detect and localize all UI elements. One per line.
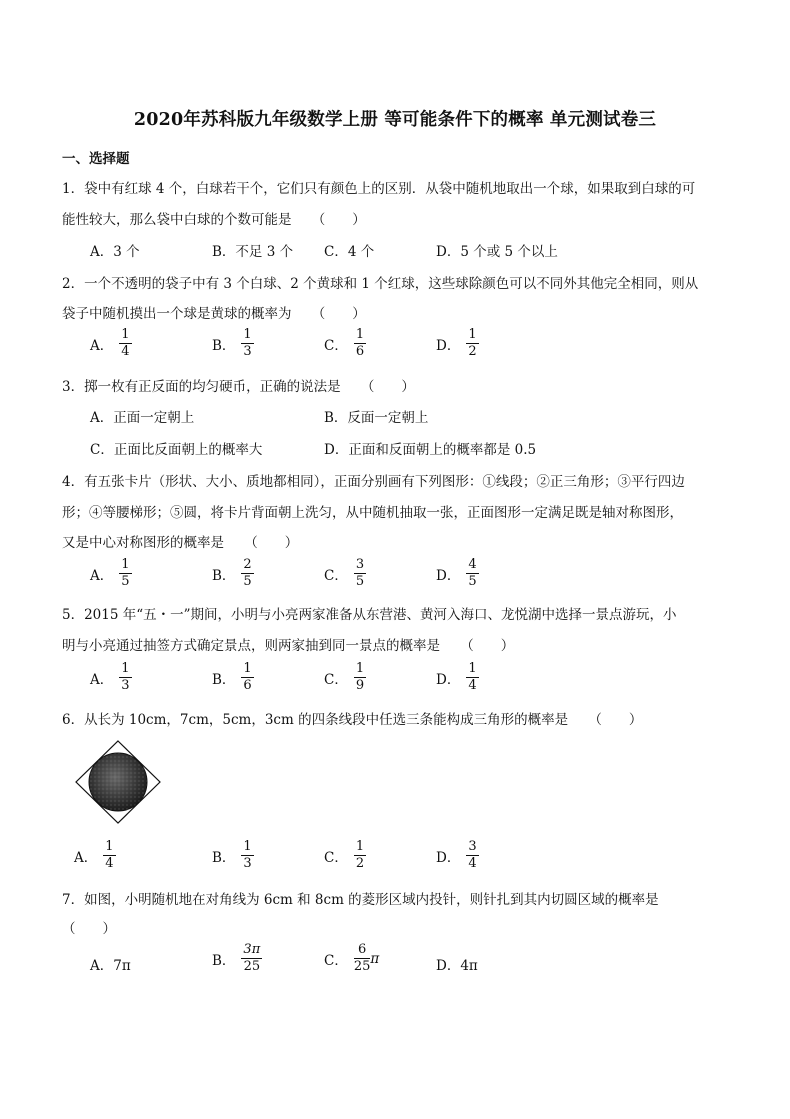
question-2-line-1: 2．一个不透明的袋子中有 3 个白球、2 个黄球和 1 个红球，这些球除颜色可以不同外其他完全相同，则从 [62,276,699,292]
q1-option-c: C．4 个 [324,244,375,260]
q7-option-d: D．4π [436,958,478,974]
q5-option-a: A． $\frac{1}{3}$ [90,661,130,693]
q2-option-a: A． $\frac{1}{4}$ [90,327,130,359]
q6-option-b: B． $\frac{1}{3}$ [212,839,252,871]
q3-option-c: C．正面比反面朝上的概率大 [90,442,263,458]
q3-option-d: D．正面和反面朝上的概率都是 0.5 [324,442,537,458]
q2-option-d: D． $\frac{1}{2}$ [436,327,477,359]
question-6-line-1: 6．从长为 10cm，7cm，5cm，3cm 的四条线段中任选三条能构成三角形的概率是 （ ） [62,712,643,728]
q4-option-b: B． $\frac{2}{5}$ [212,557,252,589]
section-heading: 一、选择题 [62,151,130,167]
rhombus-circle-figure [74,740,162,824]
question-3-line-1: 3．掷一枚有正反面的均匀硬币，正确的说法是 （ ） [62,379,415,395]
q1-option-d: D．5 个或 5 个以上 [436,244,558,260]
question-4-line-2: 形；④等腰梯形；⑤圆，将卡片背面朝上洗匀，从中随机抽取一张，正面图形一定满足既是轴对称图形， [62,505,683,521]
question-5-line-2: 明与小亮通过抽签方式确定景点，则两家抽到同一景点的概率是 （ ） [62,638,515,654]
q7-option-a: A．7π [90,958,131,974]
q2-option-c: C． $\frac{1}{6}$ [324,327,365,359]
q3-option-b: B．反面一定朝上 [324,410,429,426]
question-2-line-2: 袋子中随机摸出一个球是黄球的概率为 （ ） [62,306,366,322]
question-1-line-2: 能性较大，那么袋中白球的个数可能是 （ ） [62,212,366,228]
q5-option-b: B． $\frac{1}{6}$ [212,661,252,693]
q2-option-b: B． $\frac{1}{3}$ [212,327,252,359]
question-5-line-1: 5．2015 年“五・一”期间，小明与小亮两家准备从东营港、黄河入海口、龙悦湖中选择一景点游玩，小 [62,607,677,623]
q6-option-a: A． $\frac{1}{4}$ [74,839,114,871]
q7-option-b: B． $\frac{3\pi}{25}$ [212,942,261,974]
question-7-line-2: （ ） [62,921,116,937]
page-title: 2020年苏科版九年级数学上册 等可能条件下的概率 单元测试卷三 [133,110,657,130]
q6-option-c: C． $\frac{1}{2}$ [324,839,365,871]
question-1-line-1: 1．袋中有红球 4 个，白球若干个，它们只有颜色上的区别．从袋中随机地取出一个球，如果取到白球的可 [62,181,696,197]
q6-option-d: D． $\frac{3}{4}$ [436,839,477,871]
q3-option-a: A．正面一定朝上 [90,410,195,426]
q7-option-c: C． $\frac{6}{25}$ π [324,942,380,974]
q1-option-a: A．3 个 [90,244,140,260]
q4-option-c: C． $\frac{3}{5}$ [324,557,365,589]
q4-option-d: D． $\frac{4}{5}$ [436,557,477,589]
question-7-line-1: 7．如图，小明随机地在对角线为 6cm 和 8cm 的菱形区域内投针，则针扎到其内切圆区域的概率是 [62,892,659,908]
q5-option-d: D． $\frac{1}{4}$ [436,661,477,693]
question-4-line-3: 又是中心对称图形的概率是 （ ） [62,535,299,551]
q1-option-b: B．不足 3 个 [212,244,294,260]
q4-option-a: A． $\frac{1}{5}$ [90,557,130,589]
q5-option-c: C． $\frac{1}{9}$ [324,661,365,693]
question-4-line-1: 4．有五张卡片（形状、大小、质地都相同），正面分别画有下列图形：①线段；②正三角形；③平行四边 [62,474,685,490]
